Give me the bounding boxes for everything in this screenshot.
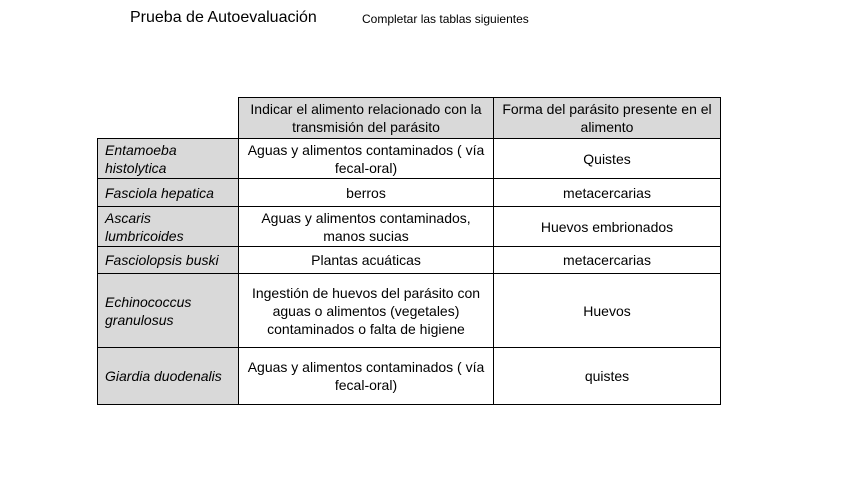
parasite-form-cell: Huevos embrionados bbox=[494, 207, 721, 247]
transmission-cell: Aguas y alimentos contaminados ( vía fecal-oral) bbox=[239, 348, 494, 405]
species-cell: Fasciolopsis buski bbox=[98, 247, 239, 274]
species-cell: Giardia duodenalis bbox=[98, 348, 239, 405]
transmission-cell: Aguas y alimentos contaminados, manos sucias bbox=[239, 207, 494, 247]
parasite-form-cell: metacercarias bbox=[494, 179, 721, 207]
transmission-cell: berros bbox=[239, 179, 494, 207]
parasite-form-cell: Quistes bbox=[494, 139, 721, 179]
table-row bbox=[98, 274, 721, 348]
table-row bbox=[98, 247, 721, 274]
column-header-parasite-form: Forma del parásito presente en el alimento bbox=[494, 98, 721, 139]
species-cell: Ascaris lumbricoides bbox=[98, 207, 239, 247]
species-cell: Fasciola hepatica bbox=[98, 179, 239, 207]
page-subtitle: Completar las tablas siguientes bbox=[362, 12, 529, 26]
parasite-form-cell: quistes bbox=[494, 348, 721, 405]
parasite-table bbox=[97, 97, 721, 405]
table-row bbox=[98, 348, 721, 405]
transmission-cell: Plantas acuáticas bbox=[239, 247, 494, 274]
parasite-form-cell: metacercarias bbox=[494, 247, 721, 274]
transmission-cell: Ingestión de huevos del parásito con aguas o alimentos (vegetales) contaminados o falta de higiene bbox=[239, 274, 494, 348]
table-corner-cell bbox=[98, 98, 239, 139]
table-row bbox=[98, 179, 721, 207]
table-header-row bbox=[98, 98, 721, 139]
column-header-transmission: Indicar el alimento relacionado con la transmisión del parásito bbox=[239, 98, 494, 139]
parasite-form-cell: Huevos bbox=[494, 274, 721, 348]
transmission-cell: Aguas y alimentos contaminados ( vía fecal-oral) bbox=[239, 139, 494, 179]
species-cell: Echinococcus granulosus bbox=[98, 274, 239, 348]
species-cell: Entamoeba histolytica bbox=[98, 139, 239, 179]
table-row bbox=[98, 139, 721, 179]
table-row bbox=[98, 207, 721, 247]
page-title: Prueba de Autoevaluación bbox=[130, 9, 317, 26]
